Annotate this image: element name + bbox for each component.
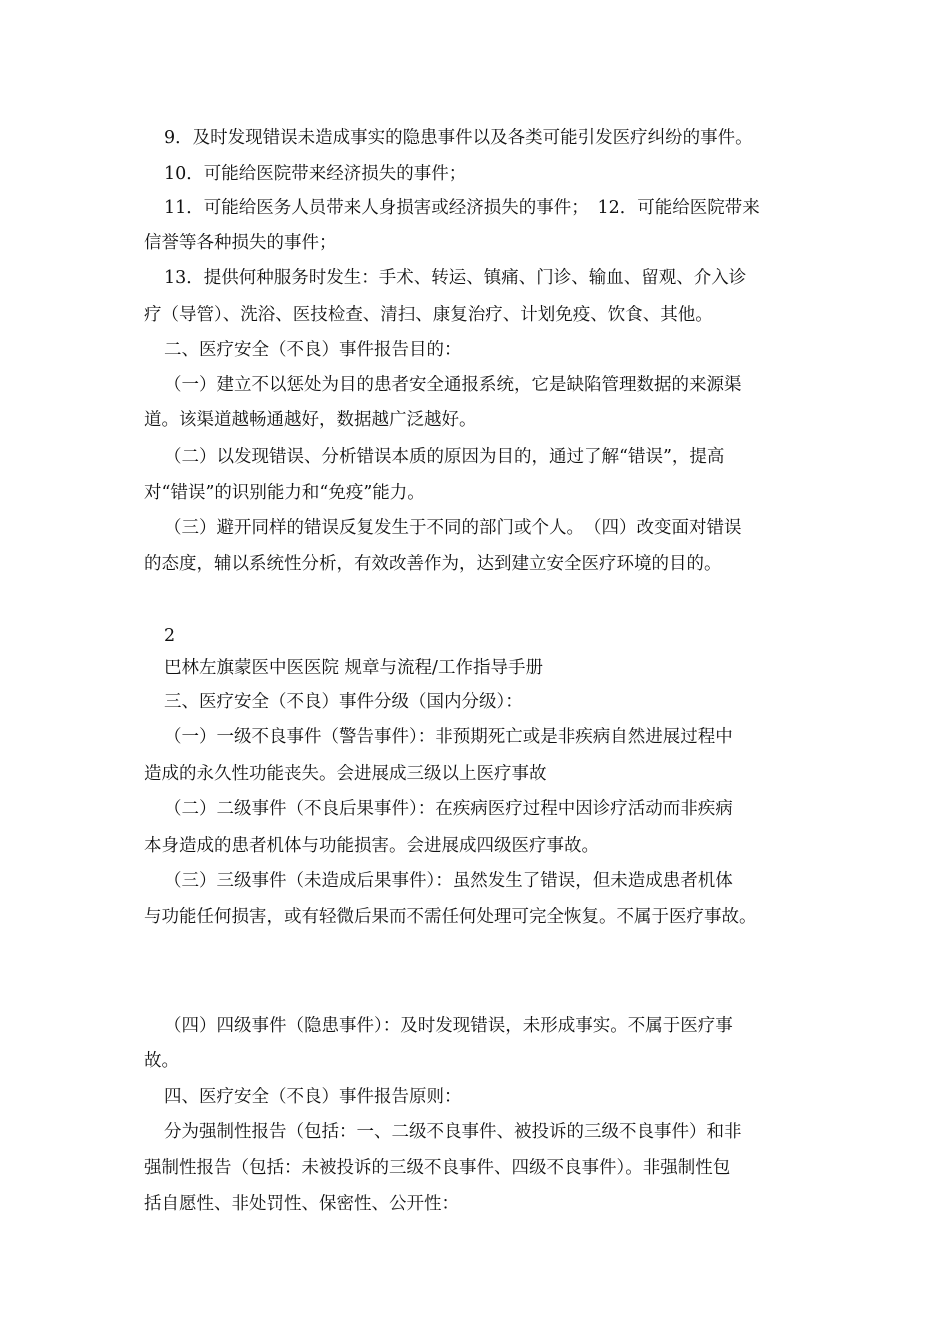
text-line: 对“错误”的识别能力和“免疫”能力。 — [144, 483, 425, 503]
text-line: 的态度，辅以系统性分析，有效改善作为，达到建立安全医疗环境的目的。 — [144, 554, 722, 574]
text-line: 10．可能给医院带来经济损失的事件； — [164, 164, 467, 184]
text-line: （二）以发现错误、分析错误本质的原因为目的，通过了解“错误”，提高 — [164, 447, 725, 467]
text-line: 造成的永久性功能丧失。会进展成三级以上医疗事故 — [144, 764, 547, 784]
text-line: 13．提供何种服务时发生：手术、转运、镇痛、门诊、输血、留观、介入诊 — [164, 268, 747, 288]
text-line: 分为强制性报告（包括：一、二级不良事件、被投诉的三级不良事件）和非 — [164, 1122, 742, 1142]
text-line: （三）避开同样的错误反复发生于不同的部门或个人。 （四）改变面对错误 — [164, 518, 742, 538]
section-heading: 四、医疗安全（不良）事件报告原则： — [164, 1087, 462, 1107]
text-line: 括自愿性、非处罚性、保密性、公开性： — [144, 1194, 459, 1214]
text-line: 强制性报告（包括：未被投诉的三级不良事件、四级不良事件）。非强制性包 — [144, 1158, 731, 1178]
text-line: 与功能任何损害，或有轻微后果而不需任何处理可完全恢复。不属于医疗事故。 — [144, 907, 757, 927]
text-line: 9．及时发现错误未造成事实的隐患事件以及各类可能引发医疗纠纷的事件。 — [164, 128, 753, 148]
text-line: 11．可能给医务人员带来人身损害或经济损失的事件； 12．可能给医院带来 — [164, 198, 760, 218]
text-line: （一）一级不良事件（警告事件）：非预期死亡或是非疾病自然进展过程中 — [164, 727, 733, 747]
text-line: （二）二级事件（不良后果事件）：在疾病医疗过程中因诊疗活动而非疾病 — [164, 799, 733, 819]
section-heading: 二、医疗安全（不良）事件报告目的： — [164, 340, 462, 360]
text-line: 疗（导管）、洗浴、医技检查、清扫、康复治疗、计划免疫、饮食、其他。 — [144, 305, 713, 325]
running-header: 巴林左旗蒙医中医医院 规章与流程/工作指导手册 — [164, 658, 543, 678]
text-line: （四）四级事件（隐患事件）：及时发现错误，未形成事实。不属于医疗事 — [164, 1016, 733, 1036]
text-line: （三）三级事件（未造成后果事件）：虽然发生了错误，但未造成患者机体 — [164, 871, 733, 891]
text-line: 故。 — [144, 1051, 179, 1071]
text-line: 道。该渠道越畅通越好，数据越广泛越好。 — [144, 410, 477, 430]
page-number: 2 — [164, 626, 176, 646]
text-line: （一）建立不以惩处为目的患者安全通报系统，它是缺陷管理数据的来源渠 — [164, 375, 742, 395]
text-line: 信誉等各种损失的事件； — [144, 233, 337, 253]
section-heading: 三、医疗安全（不良）事件分级（国内分级）： — [164, 692, 523, 712]
text-line: 本身造成的患者机体与功能损害。会进展成四级医疗事故。 — [144, 836, 599, 856]
